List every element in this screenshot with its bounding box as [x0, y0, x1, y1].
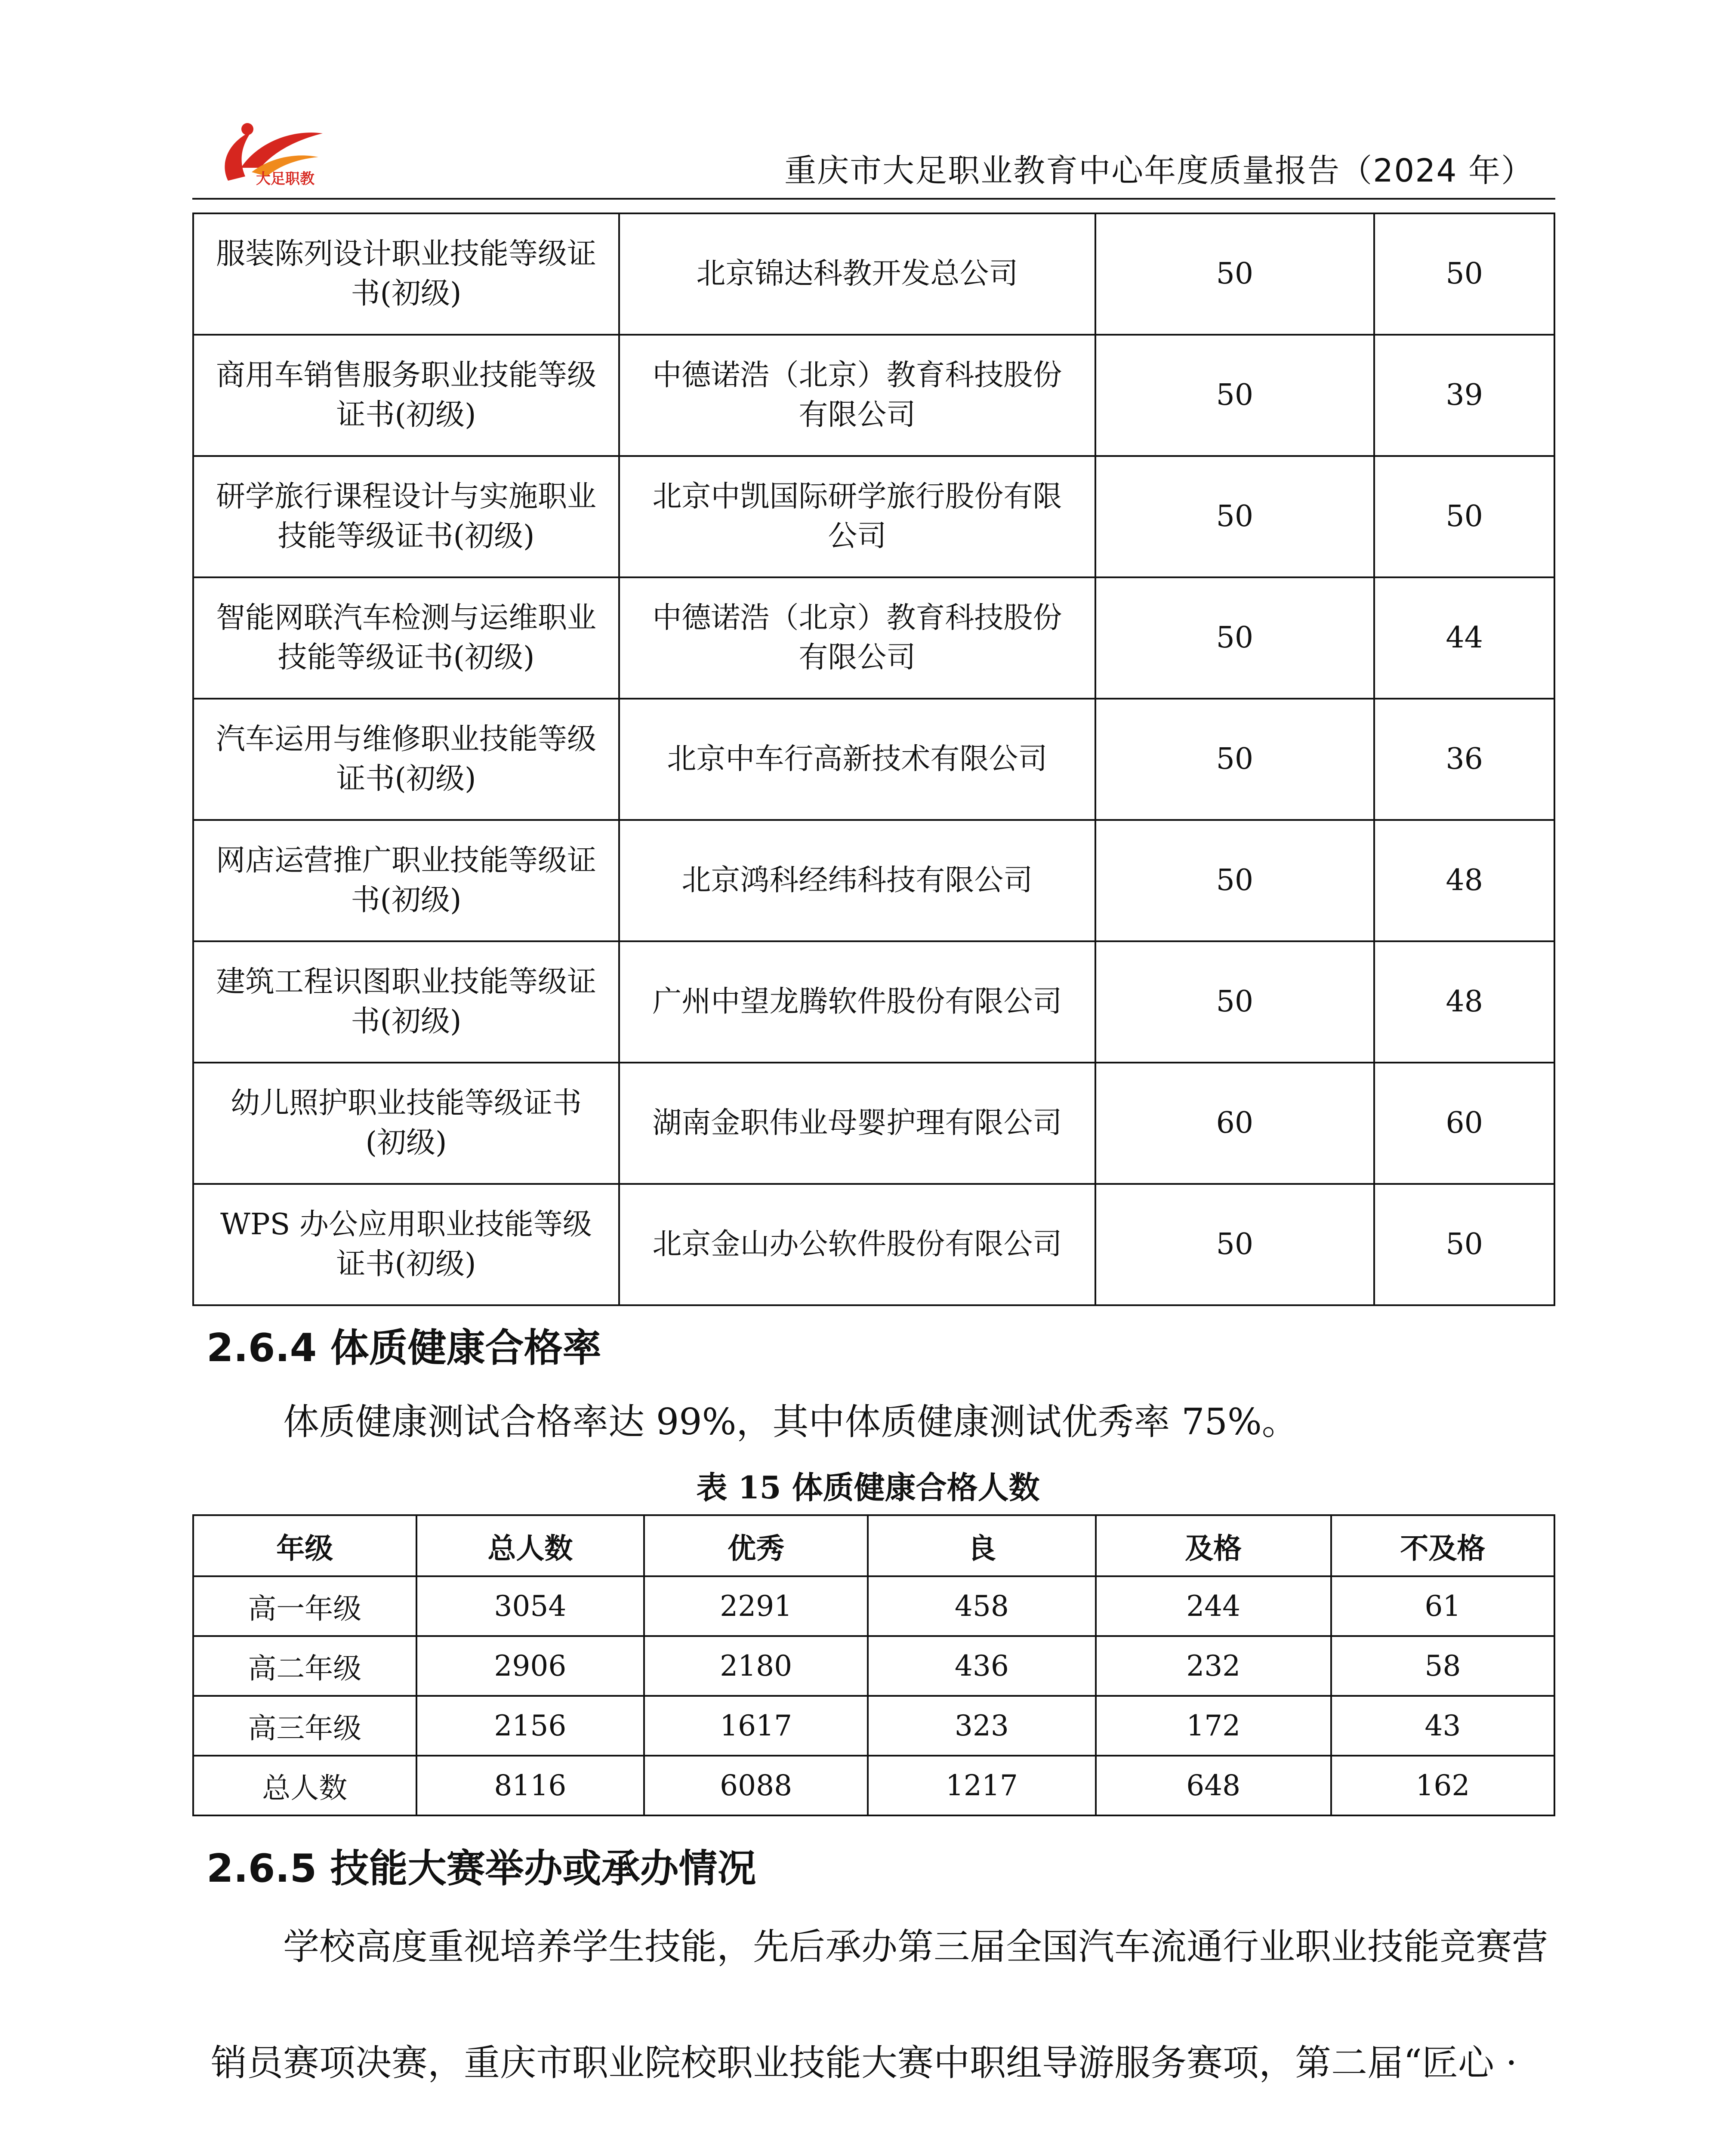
header-excellent: 优秀 — [644, 1515, 868, 1576]
certificate-name-cell: 智能网联汽车检测与运维职业技能等级证书(初级) — [193, 577, 619, 699]
table-row — [193, 1184, 1554, 1305]
table-row — [193, 456, 1554, 577]
certificate-name-cell: WPS 办公应用职业技能等级证书(初级) — [193, 1184, 619, 1305]
header-fail: 不及格 — [1331, 1515, 1554, 1576]
table-cell: 2180 — [644, 1636, 868, 1696]
table-cell: 6088 — [644, 1756, 868, 1815]
table-cell: 43 — [1331, 1696, 1554, 1756]
table-cell: 61 — [1331, 1576, 1554, 1636]
first-count-cell: 50 — [1095, 335, 1374, 456]
table-cell: 162 — [1331, 1756, 1554, 1815]
school-logo — [211, 116, 353, 194]
table-cell: 高三年级 — [193, 1696, 416, 1756]
first-count-cell: 50 — [1095, 213, 1374, 335]
issuing-organization-cell: 北京鸿科经纬科技有限公司 — [619, 820, 1095, 941]
second-count-cell: 48 — [1374, 941, 1554, 1063]
table-cell: 高二年级 — [193, 1636, 416, 1696]
health-table-header-row — [193, 1515, 1554, 1576]
first-count-cell: 50 — [1095, 941, 1374, 1063]
table-cell: 323 — [868, 1696, 1096, 1756]
issuing-organization-cell: 北京锦达科教开发总公司 — [619, 213, 1095, 335]
table-row — [193, 335, 1554, 456]
table-row — [193, 213, 1554, 335]
skills-competition-paragraph: 学校高度重视培养学生技能，先后承办第三届全国汽车流通行业职业技能竞赛营销员赛项决赛，重庆市职业院校职业技能大赛中职组导游服务赛项，第二届“匠心 · — [211, 1926, 1548, 2084]
table-row — [193, 1063, 1554, 1184]
certificate-name-cell: 汽车运用与维修职业技能等级证书(初级) — [193, 699, 619, 820]
table-row — [193, 1756, 1554, 1815]
second-count-cell: 39 — [1374, 335, 1554, 456]
table-row — [193, 820, 1554, 941]
second-count-cell: 44 — [1374, 577, 1554, 699]
first-count-cell: 50 — [1095, 456, 1374, 577]
second-count-cell: 50 — [1374, 456, 1554, 577]
header-divider — [192, 198, 1555, 200]
first-count-cell: 50 — [1095, 577, 1374, 699]
certificate-name-cell: 研学旅行课程设计与实施职业技能等级证书(初级) — [193, 456, 619, 577]
certificate-name-cell: 建筑工程识图职业技能等级证书(初级) — [193, 941, 619, 1063]
table-row — [193, 1696, 1554, 1756]
table-cell: 1217 — [868, 1756, 1096, 1815]
table-row — [193, 1576, 1554, 1636]
second-count-cell: 50 — [1374, 213, 1554, 335]
table-cell: 2906 — [416, 1636, 644, 1696]
section-heading-2-6-4: 2.6.4 体质健康合格率 — [207, 1325, 601, 1371]
certificate-name-cell: 服装陈列设计职业技能等级证书(初级) — [193, 213, 619, 335]
table-cell: 436 — [868, 1636, 1096, 1696]
issuing-organization-cell: 北京中凯国际研学旅行股份有限公司 — [619, 456, 1095, 577]
second-count-cell: 50 — [1374, 1184, 1554, 1305]
table-cell: 2156 — [416, 1696, 644, 1756]
first-count-cell: 50 — [1095, 820, 1374, 941]
second-count-cell: 36 — [1374, 699, 1554, 820]
certificate-name-cell: 幼儿照护职业技能等级证书(初级) — [193, 1063, 619, 1184]
issuing-organization-cell: 北京金山办公软件股份有限公司 — [619, 1184, 1095, 1305]
issuing-organization-cell: 湖南金职伟业母婴护理有限公司 — [619, 1063, 1095, 1184]
table-cell: 648 — [1096, 1756, 1331, 1815]
section-heading-2-6-5: 2.6.5 技能大赛举办或承办情况 — [207, 1846, 756, 1891]
certificate-name-cell: 网店运营推广职业技能等级证书(初级) — [193, 820, 619, 941]
issuing-organization-cell: 广州中望龙腾软件股份有限公司 — [619, 941, 1095, 1063]
header-good: 良 — [868, 1515, 1096, 1576]
table-cell: 58 — [1331, 1636, 1554, 1696]
table-cell: 2291 — [644, 1576, 868, 1636]
report-header-title: 重庆市大足职业教育中心年度质量报告（2024 年） — [784, 152, 1534, 189]
first-count-cell: 60 — [1095, 1063, 1374, 1184]
first-count-cell: 50 — [1095, 1184, 1374, 1305]
health-pass-rate-text: 体质健康测试合格率达 99%，其中体质健康测试优秀率 75%。 — [283, 1401, 1298, 1443]
issuing-organization-cell: 中德诺浩（北京）教育科技股份有限公司 — [619, 335, 1095, 456]
table-cell: 3054 — [416, 1576, 644, 1636]
issuing-organization-cell: 北京中车行高新技术有限公司 — [619, 699, 1095, 820]
health-table — [192, 1514, 1555, 1816]
table-cell: 172 — [1096, 1696, 1331, 1756]
header-grade: 年级 — [193, 1515, 416, 1576]
table-cell: 8116 — [416, 1756, 644, 1815]
table-row — [193, 699, 1554, 820]
table-row — [193, 577, 1554, 699]
table-cell: 1617 — [644, 1696, 868, 1756]
logo-text: 大足职教 — [256, 170, 315, 188]
header-pass: 及格 — [1096, 1515, 1331, 1576]
certificate-name-cell: 商用车销售服务职业技能等级证书(初级) — [193, 335, 619, 456]
header-total: 总人数 — [416, 1515, 644, 1576]
table-cell: 244 — [1096, 1576, 1331, 1636]
table-cell: 总人数 — [193, 1756, 416, 1815]
second-count-cell: 60 — [1374, 1063, 1554, 1184]
table-cell: 458 — [868, 1576, 1096, 1636]
table-row — [193, 1636, 1554, 1696]
second-count-cell: 48 — [1374, 820, 1554, 941]
certificate-table — [192, 213, 1555, 1306]
table-cell: 232 — [1096, 1636, 1331, 1696]
table-cell: 高一年级 — [193, 1576, 416, 1636]
table-15-caption: 表 15 体质健康合格人数 — [696, 1469, 1040, 1506]
table-row — [193, 941, 1554, 1063]
issuing-organization-cell: 中德诺浩（北京）教育科技股份有限公司 — [619, 577, 1095, 699]
first-count-cell: 50 — [1095, 699, 1374, 820]
